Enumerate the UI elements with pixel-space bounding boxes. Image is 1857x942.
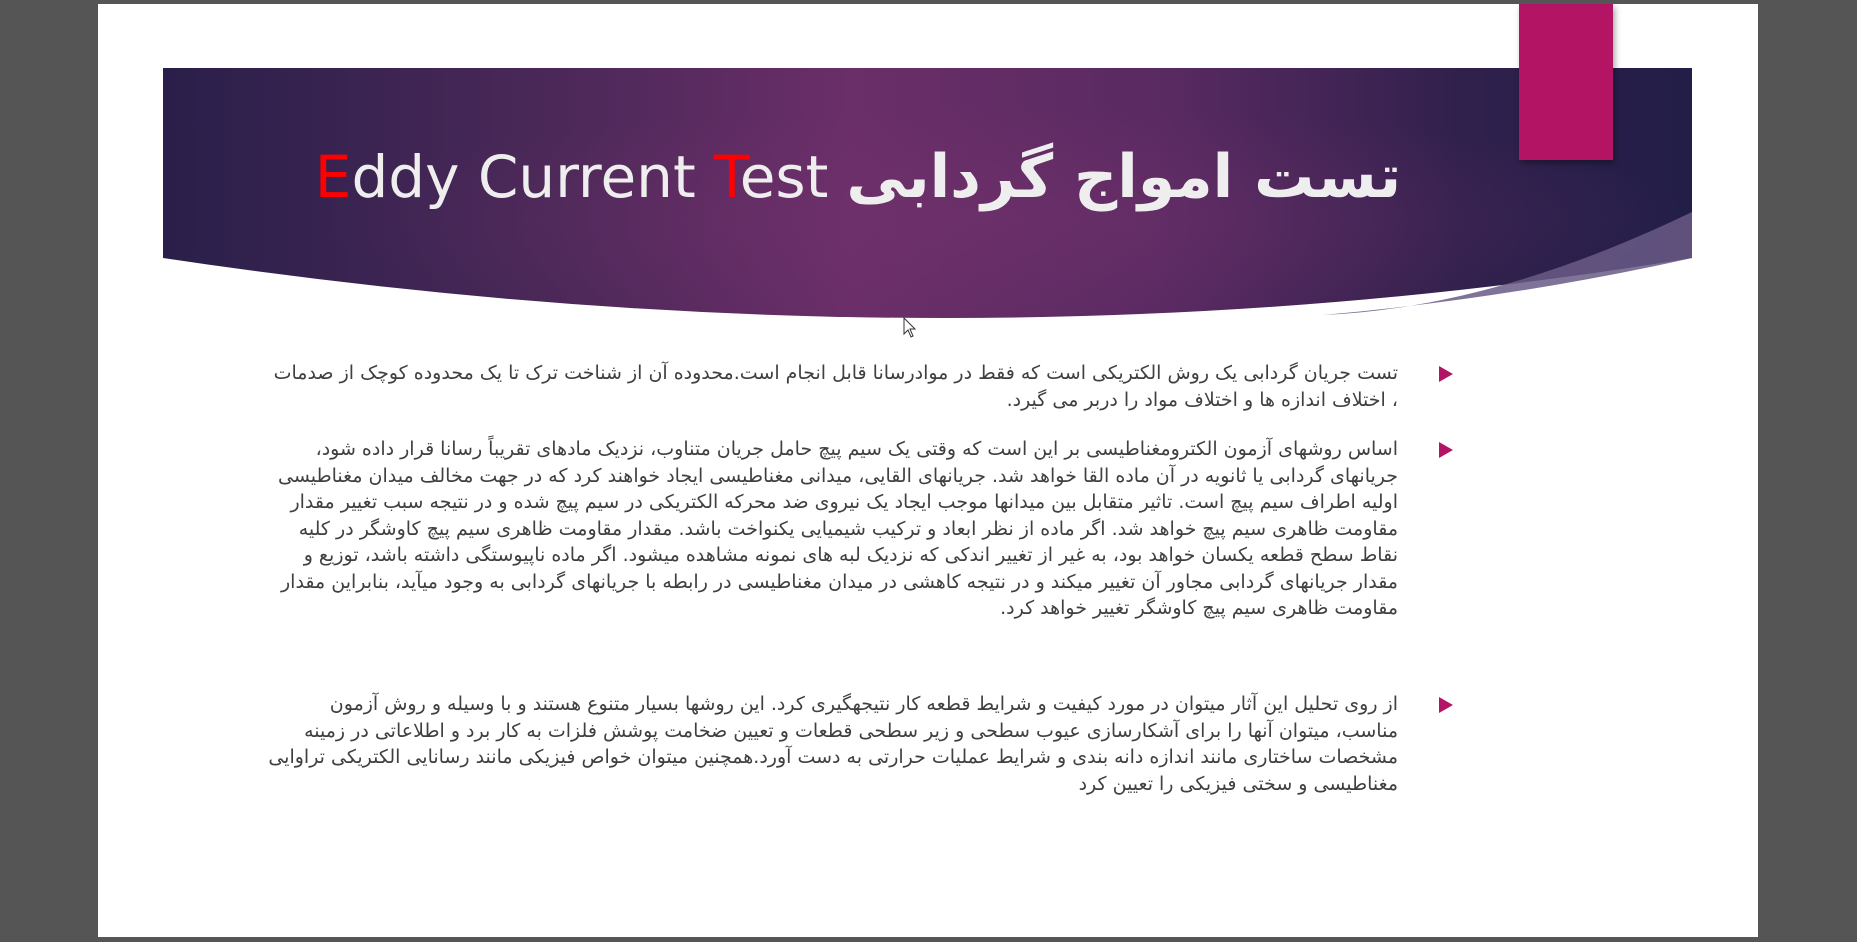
accent-rectangle xyxy=(1519,4,1613,160)
title-letter-t: T xyxy=(714,143,740,211)
bullet-text: تست جریان گردابی یک روش الکتریکی است که فقط در موادرسانا قابل انجام است.محدوده آن از شناخت ترک تا یک محدوده کوچک از صدمات ، اختلاف اندازه ها و اختلاف مواد را دربر می گیرد. xyxy=(273,362,1398,411)
title-english xyxy=(315,143,829,211)
bullet-item xyxy=(268,360,1398,413)
title-persian: تست امواج گردابی xyxy=(846,142,1402,212)
triangle-bullet-icon xyxy=(1439,442,1453,458)
title-english-part: ddy Current xyxy=(351,143,715,211)
title-english-part: est xyxy=(739,143,829,211)
title-letter-e: E xyxy=(314,143,352,211)
slide-title xyxy=(278,137,1438,217)
bullet-text: از روی تحلیل این آثار میتوان در مورد کیفیت و شرایط قطعه کار نتیجهگیری کرد. این روشها بسیار متنوع هستند و با وسیله و روش آزمون مناسب، میتوان آنها را برای آشکارسازی عیوب سطحی و زیر سطحی قطعات و تعیین ضخامت پوشش فلزات به کار برد و اطلاعاتی در زمینه مشخصات ساختاری مانند اندازه دانه بندی و شرایط عملیات حرارتی به دست آورد.همچنین میتوان خواص فیزیکی مانند رسانایی الکتریکی تراوایی مغناطیسی و سختی فیزیکی را تعیین کرد xyxy=(268,693,1398,795)
bullet-item xyxy=(268,436,1398,622)
arrow-cursor-icon xyxy=(903,317,917,339)
bullet-text: اساس روشهای آزمون الکترومغناطیسی بر این است که وقتی یک سیم پیچ حامل جریان متناوب، نزدیک مادهای تقریباً رسانا قرار داده شود، جریانهای گردابی یا ثانویه در آن ماده القا خواهد شد. جریانهای القایی، میدانی مغناطیسی ایجاد خواهند کرد که در جهت مخالف میدان مغناطیسی اولیه اطراف سیم پیچ است. تاثیر متقابل بین میدانها موجب ایجاد یک نیروی ضد محرکه الکتریکی در سیم پیچ شده و در نتیجه سبب تغییر مقدار مقاومت ظاهری سیم پیچ خواهد شد. اگر ماده از نظر ابعاد و ترکیب شیمیایی یکنواخت باشد. مقدار مقاومت ظاهری سیم پیچ کاوشگر در کلیه نقاط سطح قطعه یکسان خواهد بود، به غیر از تغییر اندکی که نزدیک لبه های نمونه مشاهده میشود. اگر ماده ناپیوستگی داشته باشد، توزیع و مقدار جریانهای گردابی مجاور آن تغییر میکند و در نتیجه کاهشی در میدان مغناطیسی در رابطه با جریانهای گردابی به وجود میآید، بنابراین مقدار مقاومت ظاهری سیم پیچ کاوشگر تغییر خواهد کرد. xyxy=(278,438,1398,619)
triangle-bullet-icon xyxy=(1439,366,1453,382)
triangle-bullet-icon xyxy=(1439,697,1453,713)
bullet-item xyxy=(268,691,1398,797)
slide-canvas xyxy=(98,4,1758,937)
